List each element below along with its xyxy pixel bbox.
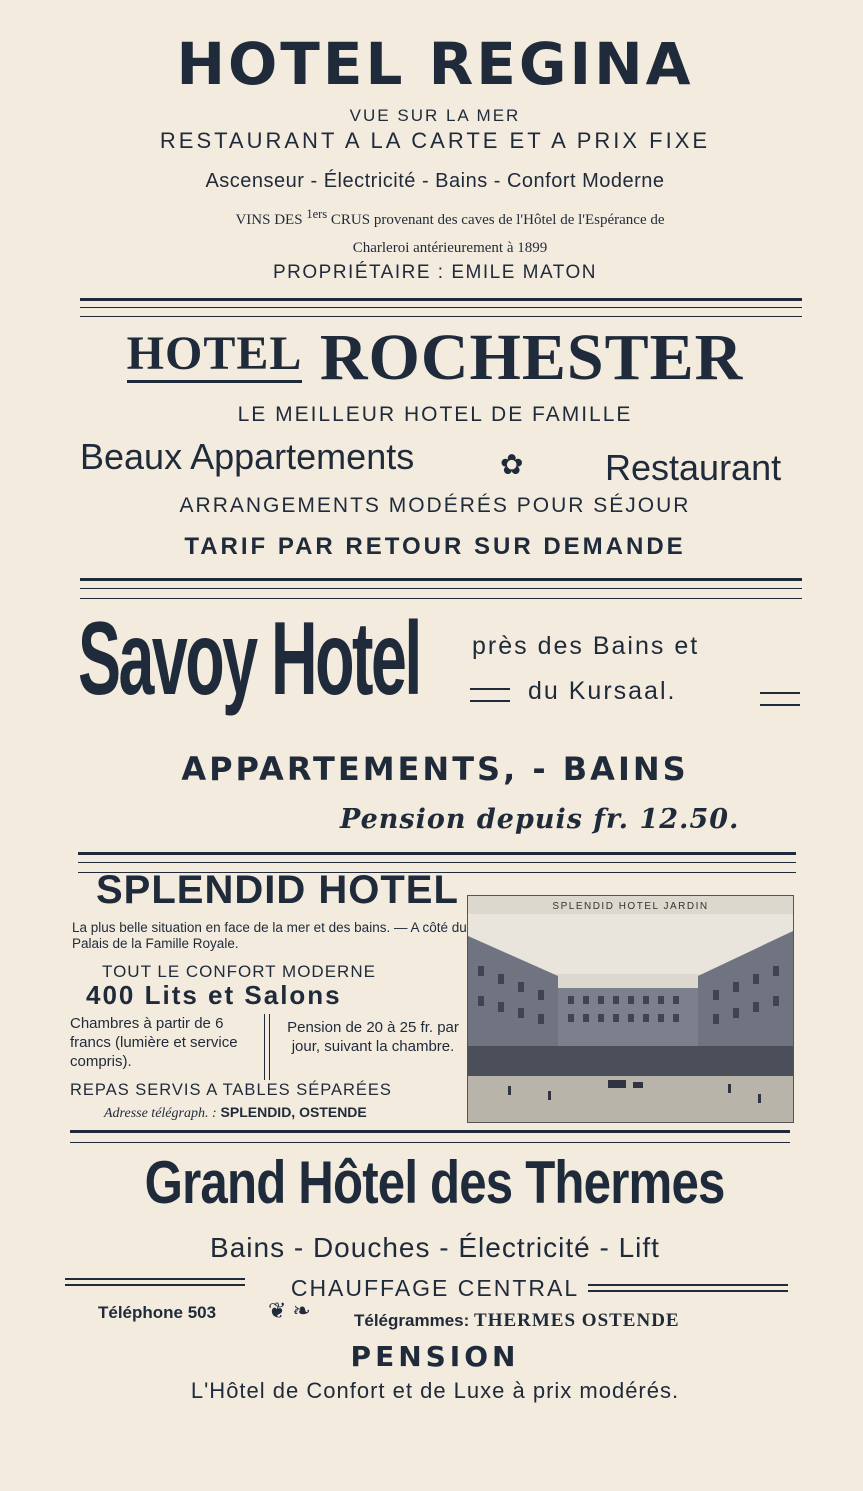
splendid-title: SPLENDID HOTEL <box>96 868 459 912</box>
savoy-near-line-2: du Kursaal. <box>528 677 677 705</box>
rochester-tarif: TARIF PAR RETOUR SUR DEMANDE <box>184 533 686 560</box>
column-divider <box>264 1014 270 1080</box>
thermes-title-text: Grand Hôtel des Thermes <box>145 1149 725 1216</box>
thermes-amenities: Bains - Douches - Électricité - Lift <box>210 1232 660 1263</box>
divider <box>78 862 796 863</box>
hotel-courtyard-illustration <box>468 896 793 1122</box>
splendid-address-label: Adresse télégraph. : <box>104 1106 217 1121</box>
savoy-pension: Pension depuis fr. 12.50. <box>340 804 740 835</box>
rochester-title-b: ROCHESTER <box>319 321 744 394</box>
rochester-restaurant: Restaurant <box>605 447 782 488</box>
regina-wines-c: Charleroi antérieurement à 1899 <box>352 240 548 256</box>
double-rule-left <box>470 688 510 702</box>
double-rule-right <box>588 1284 788 1292</box>
regina-restaurant: RESTAURANT A LA CARTE ET A PRIX FIXE <box>159 128 711 153</box>
regina-title: HOTEL REGINA <box>176 30 694 98</box>
rochester-title <box>60 320 810 396</box>
regina-view: VUE SUR LA MER <box>349 106 521 125</box>
flourish-ornament-icon: ✿ <box>500 449 524 480</box>
splendid-hotel-photo <box>467 895 794 1123</box>
divider <box>80 588 802 589</box>
thermes-tagline: L'Hôtel de Confort et de Luxe à prix modérés. <box>190 1378 680 1403</box>
rochester-title-a: HOTEL <box>127 327 303 383</box>
regina-wines-a: VINS DES <box>235 212 307 228</box>
double-rule-right <box>760 692 800 706</box>
regina-wines <box>90 200 810 262</box>
savoy-title: Savoy Hotel <box>78 601 420 717</box>
thermes-telephone: Téléphone 503 <box>98 1303 217 1322</box>
savoy-near-line-1: près des Bains et <box>472 632 700 660</box>
splendid-description: La plus belle situation en face de la mer et des bains. — A côté du Palais de la Famille Royale. <box>72 920 467 951</box>
photo-caption: SPLENDID HOTEL JARDIN <box>552 901 709 912</box>
rochester-apartments: Beaux Appartements <box>80 436 415 477</box>
splendid-repas: REPAS SERVIS A TABLES SÉPARÉES <box>70 1081 392 1099</box>
regina-wines-sup: 1ers <box>306 207 328 221</box>
splendid-rooms: Chambres à partir de 6 francs (lumière et service compris). <box>70 1015 238 1070</box>
regina-owner: PROPRIÉTAIRE : EMILE MATON <box>272 262 598 283</box>
splendid-comfort: TOUT LE CONFORT MODERNE <box>102 962 376 981</box>
thermes-telegram-label: Télégrammes: <box>354 1311 470 1330</box>
thermes-telegram <box>354 1310 680 1332</box>
leaf-ornament-icon: ❦❧ <box>268 1298 317 1323</box>
rochester-motto: LE MEILLEUR HOTEL DE FAMILLE <box>237 403 633 426</box>
divider <box>80 598 802 599</box>
divider <box>80 578 802 581</box>
savoy-apartments: APPARTEMENTS, - BAINS <box>181 750 689 788</box>
thermes-pension: PENSION <box>350 1340 520 1373</box>
divider <box>80 307 802 308</box>
splendid-pension: Pension de 20 à 25 fr. par jour, suivant la chambre. <box>287 1019 459 1055</box>
splendid-address-value: SPLENDID, OSTENDE <box>220 1104 367 1120</box>
divider <box>80 298 802 301</box>
thermes-telegram-value: THERMES OSTENDE <box>474 1310 680 1331</box>
divider <box>80 316 802 317</box>
divider <box>70 1130 790 1133</box>
divider <box>70 1142 790 1143</box>
thermes-title <box>60 1148 810 1217</box>
thermes-heating: CHAUFFAGE CENTRAL <box>290 1275 580 1301</box>
splendid-lits: 400 Lits et Salons <box>86 980 342 1010</box>
splendid-address <box>104 1104 367 1122</box>
regina-amenities: Ascenseur - Électricité - Bains - Confort Moderne <box>205 170 665 192</box>
divider <box>78 852 796 855</box>
rochester-arrangements: ARRANGEMENTS MODÉRÉS POUR SÉJOUR <box>179 494 691 517</box>
regina-wines-b: CRUS provenant des caves de l'Hôtel de l'Espérance de <box>327 212 665 228</box>
